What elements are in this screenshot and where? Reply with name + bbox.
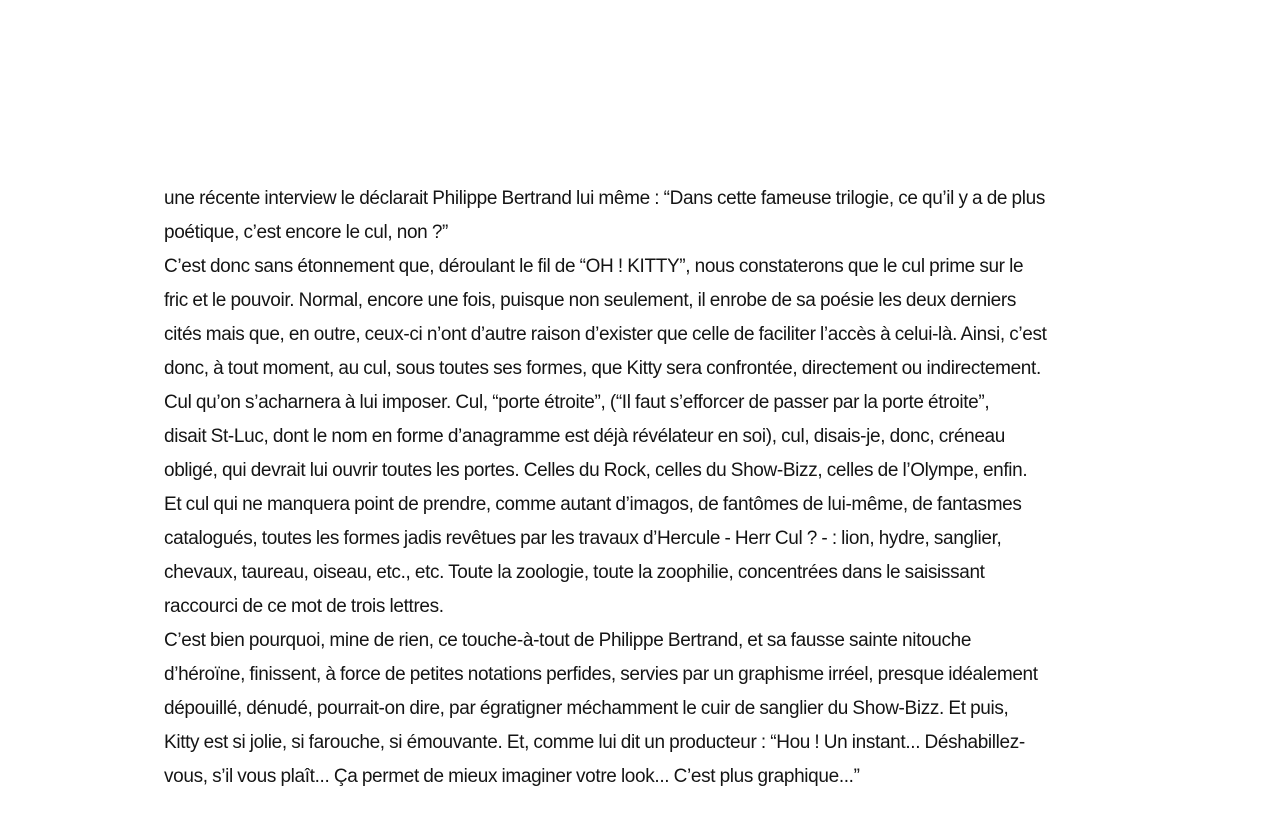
text-line: donc, à tout moment, au cul, sous toutes ses formes, que Kitty sera confrontée, directement ou indirectement. <box>164 358 1041 379</box>
text-line: poétique, c’est encore le cul, non ?” <box>164 222 449 243</box>
text-line: raccourci de ce mot de trois lettres. <box>164 596 444 617</box>
text-line: Kitty est si jolie, si farouche, si émouvante. Et, comme lui dit un producteur : “Hou ! Un instant... Déshabillez- <box>164 732 1025 753</box>
text-line: fric et le pouvoir. Normal, encore une fois, puisque non seulement, il enrobe de sa poésie les deux derniers <box>164 290 1016 311</box>
body-text <box>164 182 1064 794</box>
text-line: catalogués, toutes les formes jadis revêtues par les travaux d’Hercule - Herr Cul ? - : lion, hydre, sanglier, <box>164 528 1002 549</box>
text-line: C’est donc sans étonnement que, déroulant le fil de “OH ! KITTY”, nous constaterons que le cul prime sur le <box>164 256 1024 277</box>
text-line: obligé, qui devrait lui ouvrir toutes les portes. Celles du Rock, celles du Show-Bizz, celles de l’Olympe, enfin. <box>164 460 1028 481</box>
text-line: une récente interview le déclarait Philippe Bertrand lui même : “Dans cette fameuse trilogie, ce qu’il y a de plus <box>164 188 1046 209</box>
text-line: chevaux, taureau, oiseau, etc., etc. Toute la zoologie, toute la zoophilie, concentrées dans le saisissant <box>164 562 985 583</box>
text-line: Cul qu’on s’acharnera à lui imposer. Cul, “porte étroite”, (“Il faut s’efforcer de passer par la porte étroite”, <box>164 392 990 413</box>
text-line: Et cul qui ne manquera point de prendre, comme autant d’imagos, de fantômes de lui-même, de fantasmes <box>164 494 1022 515</box>
text-line: dépouillé, dénudé, pourrait-on dire, par égratigner méchamment le cuir de sanglier du Show-Bizz. Et puis, <box>164 698 1009 719</box>
text-line: disait St-Luc, dont le nom en forme d’anagramme est déjà révélateur en soi), cul, disais-je, donc, créneau <box>164 426 1005 447</box>
text-line: cités mais que, en outre, ceux-ci n’ont d’autre raison d’exister que celle de faciliter l’accès à celui-là. Ainsi, c’est <box>164 324 1047 345</box>
text-line: vous, s’il vous plaît... Ça permet de mieux imaginer votre look... C’est plus graphique...” <box>164 766 860 787</box>
text-line: d’héroïne, finissent, à force de petites notations perfides, servies par un graphisme irréel, presque idéalement <box>164 664 1038 685</box>
text-line: C’est bien pourquoi, mine de rien, ce touche-à-tout de Philippe Bertrand, et sa fausse sainte nitouche <box>164 630 972 651</box>
